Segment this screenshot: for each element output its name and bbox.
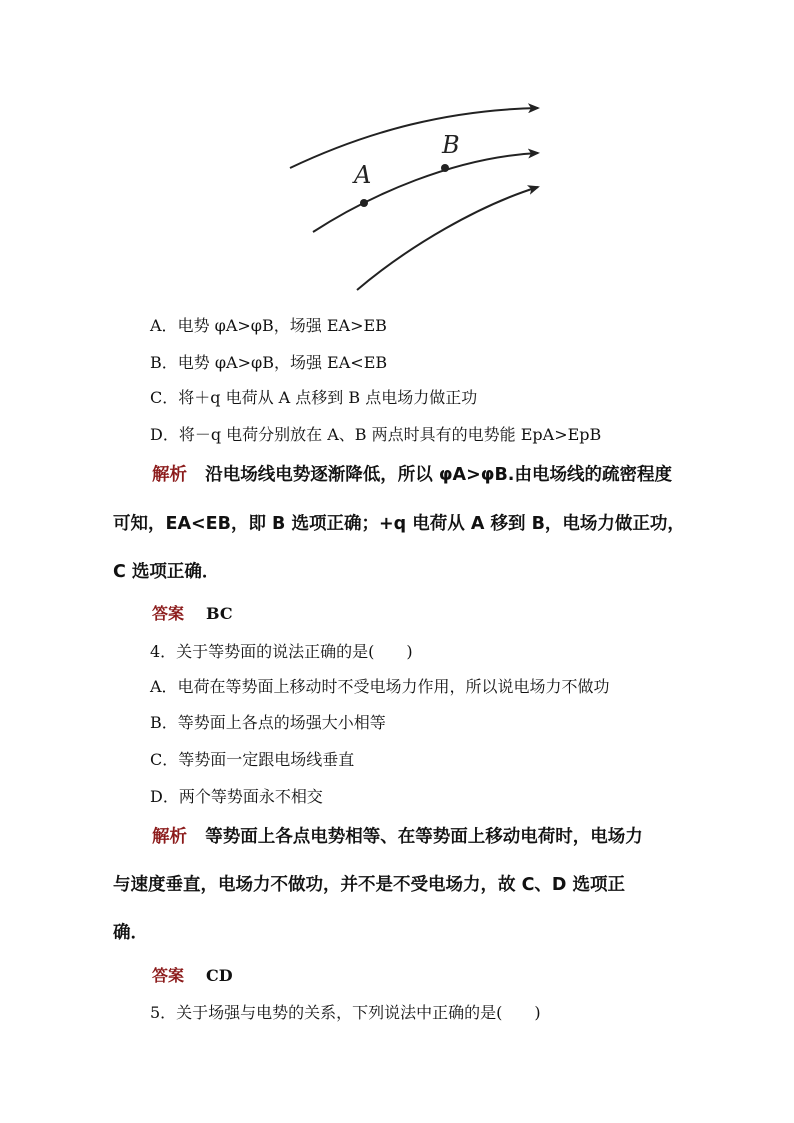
point-b-label: B xyxy=(442,131,460,159)
q5-stem: 5．关于场强与电势的关系，下列说法中正确的是( ) xyxy=(150,1003,541,1022)
q4-explanation-text-1: 等势面上各点电势相等、在等势面上移动电荷时，电场力 xyxy=(205,827,643,847)
electric-field-lines-figure xyxy=(280,95,550,300)
point-b xyxy=(441,164,449,172)
q3-explanation-line-1 xyxy=(152,464,672,486)
q3-option-c: C．将＋q 电荷从 A 点移到 B 点电场力做正功 xyxy=(150,388,478,407)
q4-answer-tag: 答案 xyxy=(152,966,185,985)
q4-explanation-line-1 xyxy=(152,826,643,848)
q4-option-d: D．两个等势面永不相交 xyxy=(150,787,323,806)
q4-answer-value: CD xyxy=(206,966,233,985)
q4-explanation-tag: 解析 xyxy=(152,827,187,847)
q3-explanation-tag: 解析 xyxy=(152,465,187,485)
q3-explanation-line-2: 可知，EA<EB，即 B 选项正确；+q 电荷从 A 移到 B，电场力做正功， xyxy=(113,514,685,534)
q3-option-d: D．将－q 电荷分别放在 A、B 两点时具有的电势能 EpA>EpB xyxy=(150,425,602,444)
point-a-label: A xyxy=(354,161,372,189)
q4-explanation-line-2: 与速度垂直，电场力不做功，并不是不受电场力，故 C、D 选项正 xyxy=(113,875,626,895)
field-line-top xyxy=(290,108,538,168)
q4-option-c: C．等势面一定跟电场线垂直 xyxy=(150,750,355,769)
q3-answer-value: BC xyxy=(206,604,233,623)
q3-option-a: A．电势 φA>φB，场强 EA>EB xyxy=(150,316,387,335)
q3-answer-tag: 答案 xyxy=(152,604,185,623)
field-lines-svg xyxy=(280,95,550,300)
q4-answer xyxy=(152,965,233,987)
q4-explanation-line-3: 确． xyxy=(113,923,148,943)
q3-option-b: B．电势 φA>φB，场强 EA<EB xyxy=(150,353,388,372)
q3-explanation-line-3: C 选项正确． xyxy=(113,562,220,582)
q3-answer xyxy=(152,603,233,625)
q4-option-a: A．电荷在等势面上移动时不受电场力作用，所以说电场力不做功 xyxy=(150,677,610,696)
field-line-middle xyxy=(313,153,538,232)
field-line-bottom xyxy=(357,187,538,290)
q4-option-b: B．等势面上各点的场强大小相等 xyxy=(150,713,386,732)
q3-explanation-text-1: 沿电场线电势逐渐降低，所以 φA>φB.由电场线的疏密程度 xyxy=(205,465,672,485)
q4-stem: 4．关于等势面的说法正确的是( ) xyxy=(150,642,413,661)
point-a xyxy=(360,199,368,207)
